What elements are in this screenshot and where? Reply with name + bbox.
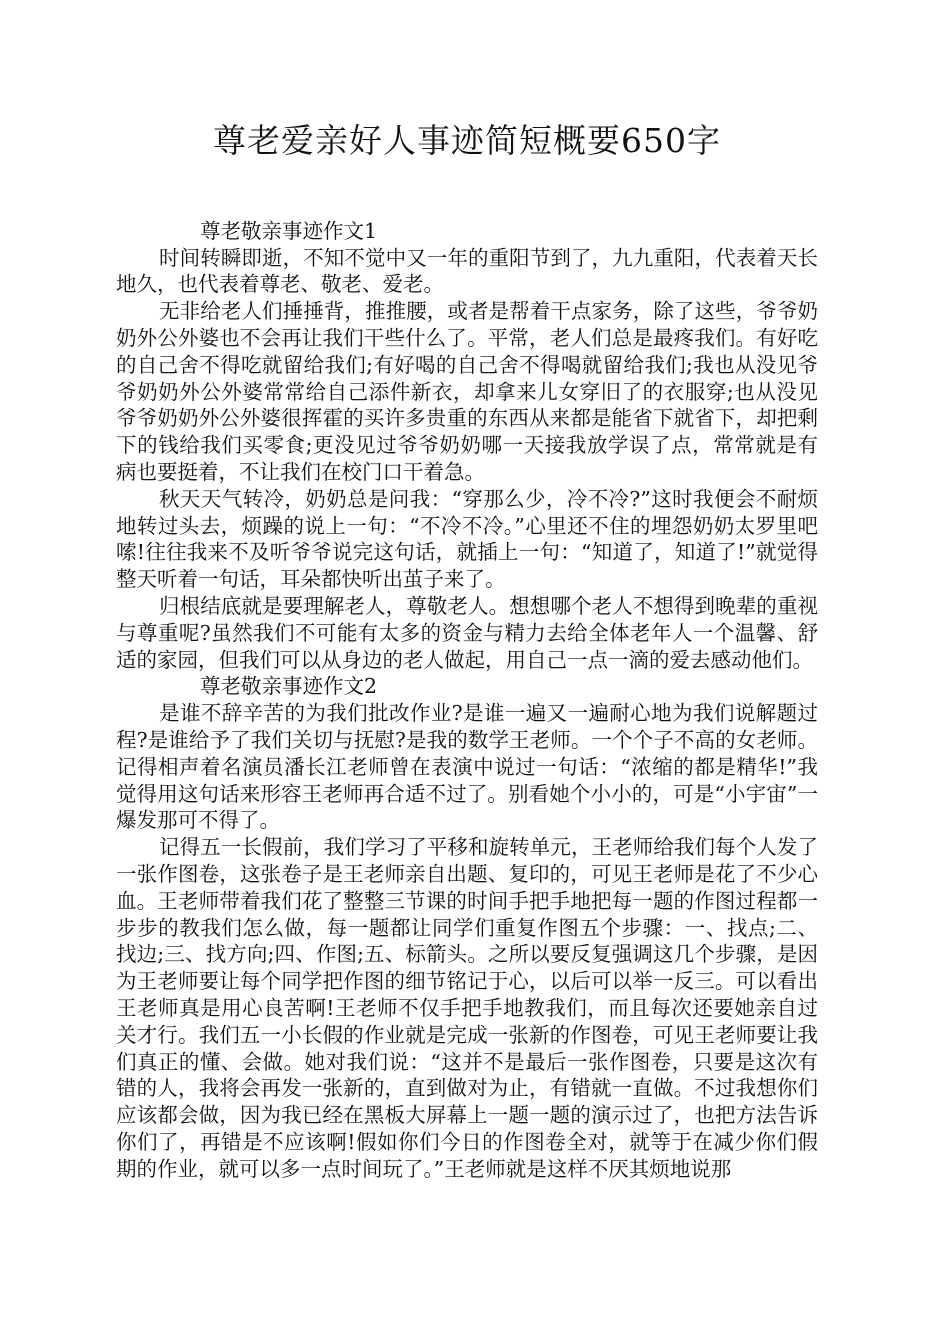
paragraph: 归根结底就是要理解老人，尊敬老人。想想哪个老人不想得到晚辈的重视与尊重呢?虽然我们不可能有太多的资金与精力去给全体老年人一个温馨、舒适的家园，但我们可以从身边的老人做起，用自己一点一滴的爱去感动他们。	[116, 594, 818, 672]
document-body	[116, 218, 818, 1183]
paragraph: 是谁不辞辛苦的为我们批改作业?是谁一遍又一遍耐心地为我们说解题过程?是谁给予了我们关切与抚慰?是我的数学王老师。一个个子不高的女老师。记得相声着名演员潘长江老师曾在表演中说过一句话：“浓缩的都是精华!”我觉得用这句话来形容王老师再合适不过了。别看她个小小的，可是“小宇宙”一爆发那可不得了。	[116, 701, 818, 833]
paragraph: 记得五一长假前，我们学习了平移和旋转单元，王老师给我们每个人发了一张作图卷，这张卷子是王老师亲自出题、复印的，可见王老师是花了不少心血。王老师带着我们花了整整三节课的时间手把手地把每一题的作图过程都一步步的教我们怎么做，每一题都让同学们重复作图五个步骤：一、找点;二、找边;三、找方向;四、作图;五、标箭头。之所以要反复强调这几个步骤，是因为王老师要让每个同学把作图的细节铭记于心，以后可以举一反三。可以看出王老师真是用心良苦啊!王老师不仅手把手地教我们，而且每次还要她亲自过关才行。我们五一小长假的作业就是完成一张新的作图卷，可见王老师要让我们真正的懂、会做。她对我们说：“这并不是最后一张作图卷，只要是这次有错的人，我将会再发一张新的，直到做对为止，有错就一直做。不过我想你们应该都会做，因为我已经在黑板大屏幕上一题一题的演示过了，也把方法告诉你们了，再错是不应该啊!假如你们今日的作图卷全对，就等于在减少你们假期的作业，就可以多一点时间玩了。”王老师就是这样不厌其烦地说那	[116, 835, 818, 1181]
paragraph: 秋天天气转冷，奶奶总是问我：“穿那么少，冷不冷?”这时我便会不耐烦地转过头去，烦躁的说上一句：“不冷不冷。”心里还不住的埋怨奶奶太罗里吧嗦!往往我来不及听爷爷说完这句话，就插上一句：“知道了，知道了!”就觉得整天听着一句话，耳朵都快听出茧子来了。	[116, 486, 818, 592]
page-title: 尊老爱亲好人事迹简短概要650字	[213, 121, 721, 160]
section-heading: 尊老敬亲事迹作文2	[200, 674, 378, 699]
document-page	[116, 120, 818, 1183]
paragraph: 时间转瞬即逝，不知不觉中又一年的重阳节到了，九九重阳，代表着天长地久，也代表着尊老、敬老、爱老。	[116, 245, 818, 297]
paragraph: 无非给老人们捶捶背，推推腰，或者是帮着干点家务，除了这些，爷爷奶奶外公外婆也不会再让我们干些什么了。平常，老人们总是最疼我们。有好吃的自己舍不得吃就留给我们;有好喝的自己舍不得喝就留给我们;我也从没见爷爷奶奶外公外婆常常给自己添件新衣，却拿来儿女穿旧了的衣服穿;也从没见爷爷奶奶外公外婆很挥霍的买许多贵重的东西从来都是能省下就省下，却把剩下的钱给我们买零食;更没见过爷爷奶奶哪一天接我放学误了点，常常就是有病也要挺着，不让我们在校门口干着急。	[116, 299, 818, 485]
section-heading: 尊老敬亲事迹作文1	[200, 218, 378, 243]
